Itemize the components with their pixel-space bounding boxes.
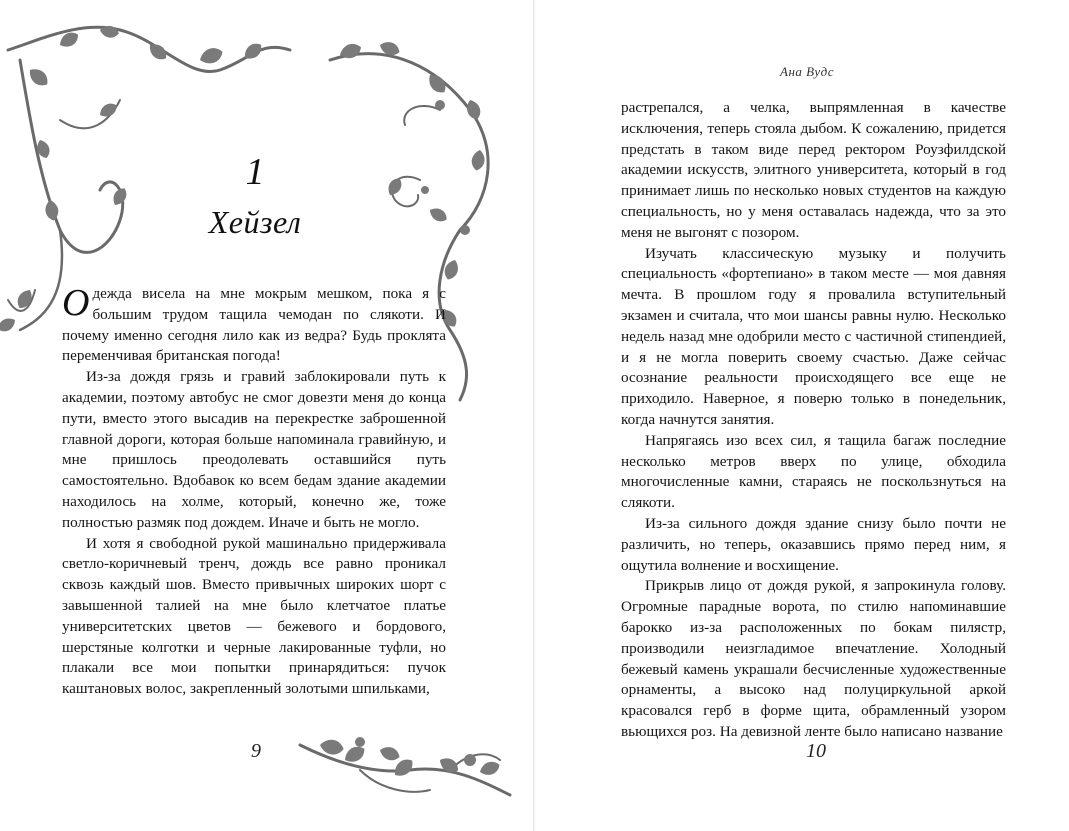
chapter-title: Хейзел xyxy=(208,204,302,240)
paragraph: Изучать классическую музыку и получить специальность «фортепиано» в таком месте — моя давняя мечта. В прошлом году я провалила вступительный экзамен и считала, что мои шансы равны нулю. Несколько недель назад мне одобрили место с частичной стипендией, и я не могла поверить своему счастью. Даже сейчас осознание реальности происходящего все еще не приходило. Наверное, я поверю только в понедельник, когда начнутся занятия. xyxy=(621,244,1006,428)
right-page-body xyxy=(621,98,1006,740)
paragraph: растрепался, а челка, выпрямленная в качестве исключения, теперь стояла дыбом. К сожалению, придется предстать в таком виде перед ректором Роузфилдской академии искусств, элитного университета, который в год принимает лишь по несколько новых студентов на каждую специальность, но у меня оставалась надежда, что за это меня не выгонят с позором. xyxy=(621,99,1006,241)
paragraph: И хотя я свободной рукой машинально придерживала светло-коричневый тренч, дождь все равно проникал сквозь каждый шов. Вместо привычных широких шорт с завышенной талией на мне было клетчатое платье университетских цветов — бежевого и бордового, шерстяные колготки и черные лакированные туфли, но плакали все мои попытки принарядиться: пучок каштановых волос, закрепленный золотыми шпильками, xyxy=(62,534,446,698)
paragraph xyxy=(62,284,446,367)
paragraph: Из-за дождя грязь и гравий заблокировали путь к академии, поэтому автобус не смог довезти меня до конца пути, вместо этого высадив на перекрестке заброшенной главной дороги, которая больше напоминала гравийную, и мне пришлось преодолевать оставшийся путь самостоятельно. Вдобавок ко всем бедам здание академии находилось на холме, который, конечно же, тоже полностью размяк под дождем. Иначе и быть не могло. xyxy=(62,368,446,531)
chapter-number: 1 xyxy=(245,151,265,193)
running-head-author: Ана Вудс xyxy=(780,64,834,79)
page-number-left: 9 xyxy=(251,740,261,762)
page-number-right: 10 xyxy=(806,740,826,762)
left-page-body xyxy=(62,284,446,716)
drop-cap: О xyxy=(62,282,90,324)
paragraph: Из-за сильного дождя здание снизу было почти не различить, но теперь, оказавшись прямо перед ним, я ощутила волнение и восхищение. xyxy=(621,514,1006,574)
paragraph: Прикрыв лицо от дождя рукой, я запрокинула голову. Огромные парадные ворота, по стилю напоминавшие барокко из-за расположенных по бокам пилястр, производили неизгладимое впечатление. Холодный бежевый камень украшали бесчисленные художественные орнаменты, а высоко над полуциркульной аркой красовался герб в форме щита, обрамленный узором вьющихся роз. На девизной ленте было написано название xyxy=(621,577,1006,740)
paragraph: Напрягаясь изо всех сил, я тащила багаж последние несколько метров вверх по улице, обходила многочисленные камни, стараясь не поскользнуться на слякоти. xyxy=(621,431,1006,512)
left-page xyxy=(0,0,533,831)
paragraph-text: дежда висела на мне мокрым мешком, пока я с большим трудом тащила чемодан по слякоти. И почему именно сегодня лило как из ведра? Будь проклята переменчивая британская погода! xyxy=(62,285,446,365)
